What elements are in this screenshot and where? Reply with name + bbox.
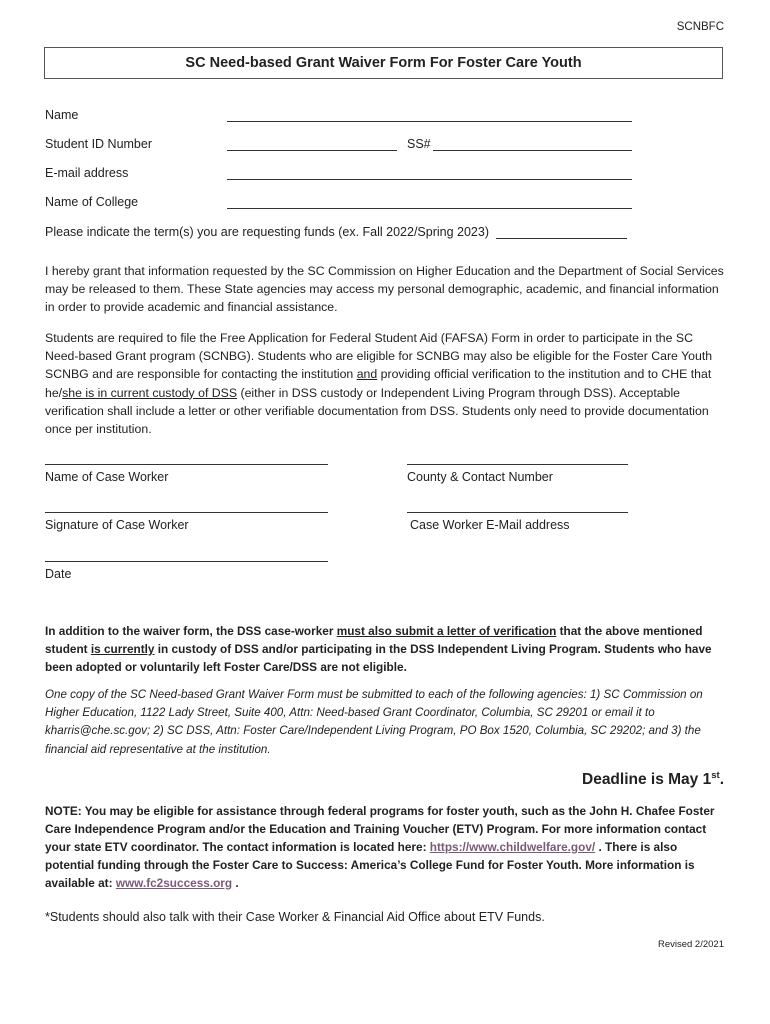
note-text-3: . xyxy=(232,876,239,890)
footer-note: *Students should also talk with their Case Worker & Financial Aid Office about ETV Funds. xyxy=(45,910,545,924)
email-field[interactable] xyxy=(227,179,632,180)
ss-label: SS# xyxy=(407,137,431,151)
verification-text-1: In addition to the waiver form, the DSS case-worker xyxy=(45,624,337,638)
email-label: E-mail address xyxy=(45,166,129,180)
note-text-1: NOTE: You may be eligible for assistance through federal programs for foster youth, such as the John H. Chafee Foster Care Independence Program and/or the Education and Training Voucher (ETV) Program. For more information contact your state ETV coordinator. The contact information is located here: xyxy=(45,804,715,854)
student-id-label: Student ID Number xyxy=(45,137,152,151)
term-field[interactable] xyxy=(496,238,627,239)
student-id-field[interactable] xyxy=(227,150,397,151)
college-label: Name of College xyxy=(45,195,139,209)
ss-field[interactable] xyxy=(433,150,632,151)
name-field[interactable] xyxy=(227,121,632,122)
case-worker-name-field[interactable] xyxy=(45,464,328,465)
fafsa-paragraph xyxy=(45,329,725,438)
note-text-2: . There is also potential funding through the Foster Care to Success: America’s College Fund for Foster Youth. More information is available at: xyxy=(45,840,695,890)
release-text: I hereby grant that information requested by the SC Commission on Higher Education and the Department of Social Services may be released to them. These State agencies may access my personal demographic, academic, and financial information in order to provide academic and financial assistance. xyxy=(45,264,724,315)
case-worker-signature-label: Signature of Case Worker xyxy=(45,518,189,532)
fafsa-and: and xyxy=(356,367,378,382)
fafsa-text-1: Students are required to file the Free Application for Federal Student Aid (FAFSA) Form in order to participate in the SC Need-based Grant program (SCNBG). Students who are eligible for SCNBG may also be eligible for the Foster Care Youth SCNBG and are responsible for contacting the institution xyxy=(45,331,713,382)
fafsa-text-3: (either in DSS custody or Independent Living Program through DSS). Acceptable verification shall include a letter or other verifiable documentation from DSS. Students only need to provide documentation once per institution. xyxy=(45,385,709,437)
verification-currently: is currently xyxy=(90,642,155,656)
revised-date: Revised 2/2021 xyxy=(657,939,724,950)
deadline-text: Deadline is May 1 xyxy=(582,771,712,789)
form-title: SC Need-based Grant Waiver Form For Foster Care Youth xyxy=(185,55,582,71)
form-title-box xyxy=(44,47,723,79)
deadline xyxy=(582,770,724,789)
federal-programs-note xyxy=(45,802,725,892)
deadline-end: . xyxy=(719,771,724,789)
county-contact-field[interactable] xyxy=(407,464,628,465)
form-code: SCNBFC xyxy=(676,21,724,33)
county-contact-label: County & Contact Number xyxy=(407,470,553,484)
submission-text: One copy of the SC Need-based Grant Waiver Form must be submitted to each of the following agencies: 1) SC Commission on Higher Education, 1122 Lady Street, Suite 400, Attn: Need-based Grant Coordinator, Columbia, SC 29201 or email it to kharris@che.sc.gov; 2) SC DSS, Attn: Foster Care/Independent Living Program, PO Box 1520, Columbia, SC 29202; and 3) the financial aid representative at the institution. xyxy=(45,688,703,756)
fc2success-link[interactable]: www.fc2success.org xyxy=(115,876,233,890)
verification-must: must also submit a letter of verification xyxy=(336,624,557,638)
term-prompt: Please indicate the term(s) you are requesting funds (ex. Fall 2022/Spring 2023) xyxy=(45,225,489,239)
case-worker-signature-field[interactable] xyxy=(45,512,328,513)
submission-note xyxy=(45,686,725,759)
date-field[interactable] xyxy=(45,561,328,562)
deadline-sup: st xyxy=(711,770,720,781)
college-field[interactable] xyxy=(227,208,632,209)
case-worker-name-label: Name of Case Worker xyxy=(45,470,169,484)
case-worker-email-field[interactable] xyxy=(407,512,628,513)
verification-text-2: that the above mentioned student xyxy=(45,624,703,656)
case-worker-email-label: Case Worker E-Mail address xyxy=(410,518,570,532)
verification-text-3: in custody of DSS and/or participating in the DSS Independent Living Program. Students who have been adopted or voluntarily left Foster Care/DSS are not eligible. xyxy=(45,642,712,674)
verification-note xyxy=(45,622,725,676)
childwelfare-link[interactable]: https://www.childwelfare.gov/ xyxy=(429,840,596,854)
fafsa-custody: she is in current custody of DSS xyxy=(62,385,238,400)
release-paragraph xyxy=(45,262,725,317)
fafsa-text-2: providing official verification to the institution and to CHE that he/ xyxy=(45,367,712,400)
date-label: Date xyxy=(45,567,72,581)
name-label: Name xyxy=(45,108,79,122)
